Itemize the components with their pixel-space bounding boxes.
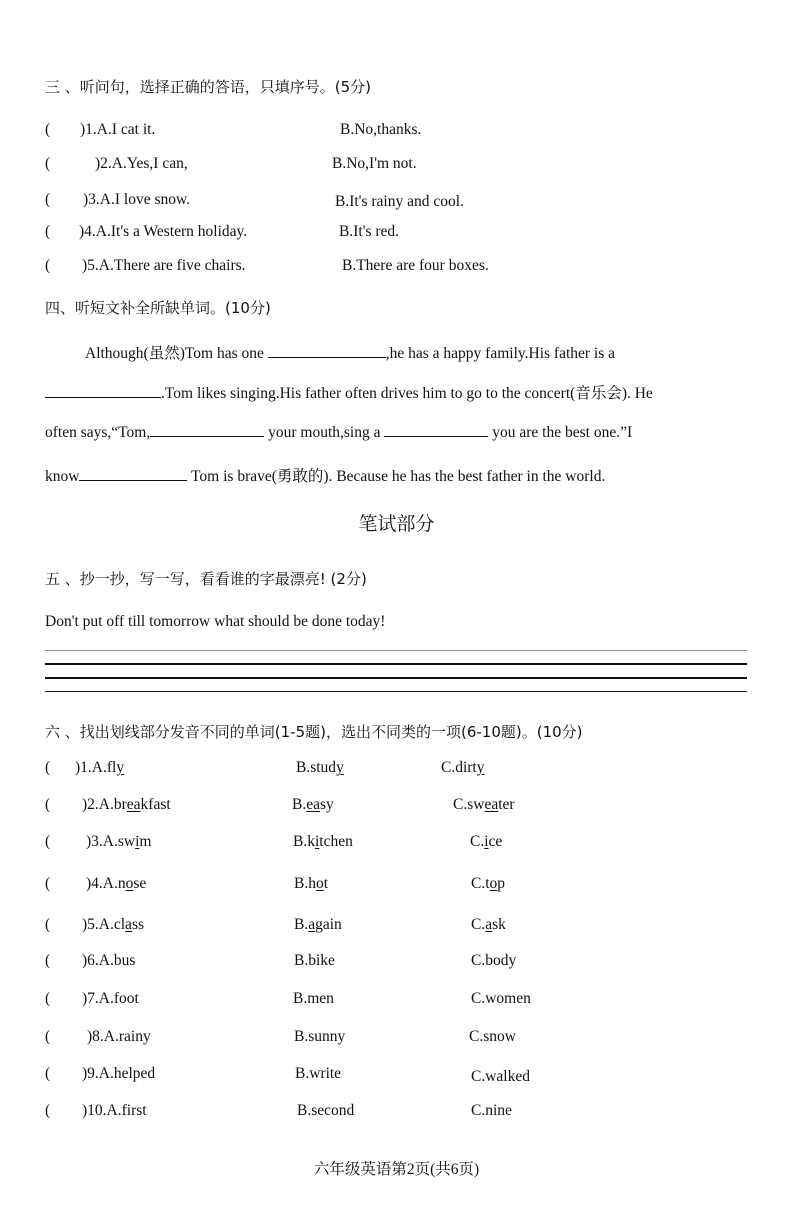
option-b bbox=[293, 990, 334, 1008]
passage-text: you are the best one.”I bbox=[488, 424, 633, 441]
blank-4[interactable] bbox=[384, 422, 488, 437]
answer-paren[interactable]: ( bbox=[45, 759, 51, 776]
word-text: sy bbox=[319, 796, 334, 813]
option-a bbox=[82, 796, 171, 814]
option-a: )3.A.I love snow. bbox=[83, 191, 191, 208]
option-b: B.It's red. bbox=[339, 223, 400, 240]
option-a: )4.A.It's a Western holiday. bbox=[79, 223, 248, 240]
word-text: C. bbox=[470, 833, 485, 850]
answer-paren[interactable]: ( bbox=[45, 1065, 51, 1082]
underlined-letters: a bbox=[308, 916, 316, 933]
blank-5[interactable] bbox=[79, 466, 187, 481]
word-text: p bbox=[497, 875, 506, 892]
option-a bbox=[82, 1102, 147, 1120]
passage-text: know bbox=[45, 468, 80, 485]
answer-paren[interactable]: ( bbox=[45, 223, 51, 240]
option-c bbox=[453, 796, 515, 814]
answer-paren[interactable]: ( bbox=[45, 875, 51, 892]
option-c bbox=[470, 833, 502, 851]
answer-paren[interactable]: ( bbox=[45, 952, 51, 969]
option-a bbox=[82, 952, 135, 970]
word-text: B.second bbox=[297, 1102, 355, 1119]
word-text: B.k bbox=[293, 833, 315, 850]
option-c bbox=[471, 1102, 512, 1120]
option-b: B.No,thanks. bbox=[340, 121, 422, 138]
answer-paren[interactable]: ( bbox=[45, 1028, 51, 1045]
underlined-letters: a bbox=[485, 916, 493, 933]
option-b: B.There are four boxes. bbox=[342, 257, 489, 274]
word-text: gain bbox=[315, 916, 342, 933]
item-number: )2.A. bbox=[82, 796, 114, 813]
item-number: )5.A. bbox=[82, 916, 114, 933]
word-text: C.snow bbox=[469, 1028, 516, 1045]
answer-paren[interactable]: ( bbox=[45, 257, 51, 274]
item-number: )10.A. bbox=[82, 1102, 122, 1119]
underlined-letters: a bbox=[125, 916, 132, 933]
writing-line bbox=[45, 691, 747, 692]
option-b bbox=[294, 875, 328, 893]
option-b: B.No,I'm not. bbox=[332, 155, 417, 172]
word-text: C.nine bbox=[471, 1102, 512, 1119]
passage-text: Although(虽然)Tom has one bbox=[85, 345, 268, 362]
underlined-letters: o bbox=[489, 875, 498, 892]
word-text: B.men bbox=[293, 990, 334, 1007]
word-text: m bbox=[139, 833, 152, 850]
option-b bbox=[293, 833, 353, 851]
option-b bbox=[296, 759, 344, 777]
word-text: tchen bbox=[319, 833, 353, 850]
item-number: )4.A. bbox=[86, 875, 118, 892]
underlined-letters: y bbox=[336, 759, 344, 776]
blank-2[interactable] bbox=[45, 383, 161, 398]
blank-1[interactable] bbox=[268, 343, 386, 358]
option-b bbox=[292, 796, 334, 814]
option-b bbox=[294, 916, 342, 934]
word-text: first bbox=[121, 1102, 147, 1119]
option-a bbox=[75, 759, 124, 777]
word-text: br bbox=[113, 796, 127, 813]
word-text: ss bbox=[131, 916, 145, 933]
answer-paren[interactable]: ( bbox=[45, 121, 51, 138]
option-c bbox=[471, 1068, 530, 1086]
blank-3[interactable] bbox=[150, 422, 264, 437]
word-text: C.walked bbox=[471, 1068, 530, 1085]
word-text: rainy bbox=[118, 1028, 151, 1045]
passage-text: your mouth,sing a bbox=[264, 424, 385, 441]
option-c bbox=[471, 875, 505, 893]
writing-line bbox=[45, 650, 747, 651]
passage-line-4 bbox=[45, 464, 605, 486]
option-b bbox=[294, 1028, 345, 1046]
word-text: sk bbox=[492, 916, 506, 933]
section3-title: 三 、听问句，选择正确的答语，只填序号。(5分) bbox=[45, 78, 372, 96]
item-number: )1.A. bbox=[75, 759, 107, 776]
word-text: C.women bbox=[471, 990, 531, 1007]
word-text: bus bbox=[113, 952, 136, 969]
underlined-letters: o bbox=[125, 875, 134, 892]
answer-paren[interactable]: ( bbox=[45, 833, 51, 850]
word-text: kfast bbox=[140, 796, 171, 813]
option-a bbox=[86, 875, 146, 893]
writing-line bbox=[45, 677, 747, 679]
copy-sentence: Don't put off till tomorrow what should be done today! bbox=[45, 613, 386, 630]
word-text: helped bbox=[113, 1065, 156, 1082]
word-text: ter bbox=[498, 796, 515, 813]
word-text: foot bbox=[113, 990, 139, 1007]
answer-paren[interactable]: ( bbox=[45, 155, 51, 172]
passage-text: .Tom likes singing.His father often drives him to go to the concert(音乐会). He bbox=[161, 385, 653, 402]
writing-line bbox=[45, 663, 747, 665]
word-text: B. bbox=[294, 916, 309, 933]
passage-text: often says,“Tom, bbox=[45, 424, 151, 441]
answer-paren[interactable]: ( bbox=[45, 191, 51, 208]
underlined-letters: ea bbox=[306, 796, 320, 813]
answer-paren[interactable]: ( bbox=[45, 916, 51, 933]
answer-paren[interactable]: ( bbox=[45, 796, 51, 813]
passage-line-2 bbox=[45, 381, 653, 403]
word-text: cl bbox=[113, 916, 126, 933]
passage-text: Tom is brave(勇敢的). Because he has the best father in the world. bbox=[187, 468, 606, 485]
word-text: B. bbox=[292, 796, 307, 813]
section4-title: 四、听短文补全所缺单词。(10分) bbox=[45, 299, 271, 317]
option-b bbox=[295, 1065, 341, 1083]
option-b: B.It's rainy and cool. bbox=[335, 193, 464, 210]
word-text: C.t bbox=[471, 875, 490, 892]
option-c bbox=[441, 759, 485, 777]
option-a bbox=[82, 1065, 155, 1083]
option-a: )2.A.Yes,I can, bbox=[95, 155, 188, 172]
item-number: )7.A. bbox=[82, 990, 114, 1007]
word-text: se bbox=[133, 875, 147, 892]
option-a bbox=[82, 916, 144, 934]
option-c bbox=[471, 990, 531, 1008]
word-text: C.body bbox=[471, 952, 517, 969]
option-c bbox=[471, 952, 516, 970]
footer-text: 六年级英语第2页(共6页) bbox=[313, 1161, 480, 1178]
underlined-letters: y bbox=[476, 759, 485, 776]
word-text: t bbox=[323, 875, 329, 892]
word-text: sw bbox=[117, 833, 136, 850]
option-c bbox=[469, 1028, 516, 1046]
word-text: n bbox=[117, 875, 126, 892]
option-a bbox=[87, 1028, 151, 1046]
passage-line-3 bbox=[45, 422, 632, 442]
section5-title: 五 、抄一抄，写一写，看看谁的字最漂亮! (2分) bbox=[45, 570, 367, 588]
word-text: C. bbox=[471, 916, 486, 933]
option-a: )1.A.I cat it. bbox=[80, 121, 156, 138]
option-a: )5.A.There are five chairs. bbox=[82, 257, 246, 274]
underlined-letters: o bbox=[315, 875, 324, 892]
written-part-heading: 笔试部分 bbox=[358, 513, 435, 535]
answer-paren[interactable]: ( bbox=[45, 1102, 51, 1119]
page-footer bbox=[0, 1157, 793, 1179]
passage-line-1 bbox=[85, 341, 615, 363]
word-text: B.stud bbox=[296, 759, 337, 776]
underlined-letters: i bbox=[484, 833, 489, 850]
word-text: B.bike bbox=[294, 952, 335, 969]
option-b bbox=[294, 952, 335, 970]
section6-title: 六 、找出划线部分发音不同的单词(1-5题)，选出不同类的一项(6-10题)。(10分) bbox=[45, 723, 583, 741]
option-a bbox=[86, 833, 151, 851]
underlined-letters: i bbox=[135, 833, 140, 850]
word-text: C.dirt bbox=[441, 759, 477, 776]
word-text: B.sunny bbox=[294, 1028, 346, 1045]
item-number: )8.A. bbox=[87, 1028, 119, 1045]
underlined-letters: i bbox=[314, 833, 320, 850]
word-text: fl bbox=[106, 759, 117, 776]
word-text: C.sw bbox=[453, 796, 485, 813]
underlined-letters: ea bbox=[126, 796, 141, 813]
item-number: )6.A. bbox=[82, 952, 114, 969]
option-b bbox=[297, 1102, 354, 1120]
option-a bbox=[82, 990, 139, 1008]
item-number: )3.A. bbox=[86, 833, 118, 850]
word-text: B.write bbox=[295, 1065, 342, 1082]
word-text: B.h bbox=[294, 875, 316, 892]
answer-paren[interactable]: ( bbox=[45, 990, 51, 1007]
passage-text: ,he has a happy family.His father is a bbox=[385, 345, 616, 362]
item-number: )9.A. bbox=[82, 1065, 114, 1082]
underlined-letters: y bbox=[116, 759, 125, 776]
option-c bbox=[471, 916, 506, 934]
underlined-letters: ea bbox=[484, 796, 499, 813]
word-text: ce bbox=[488, 833, 503, 850]
